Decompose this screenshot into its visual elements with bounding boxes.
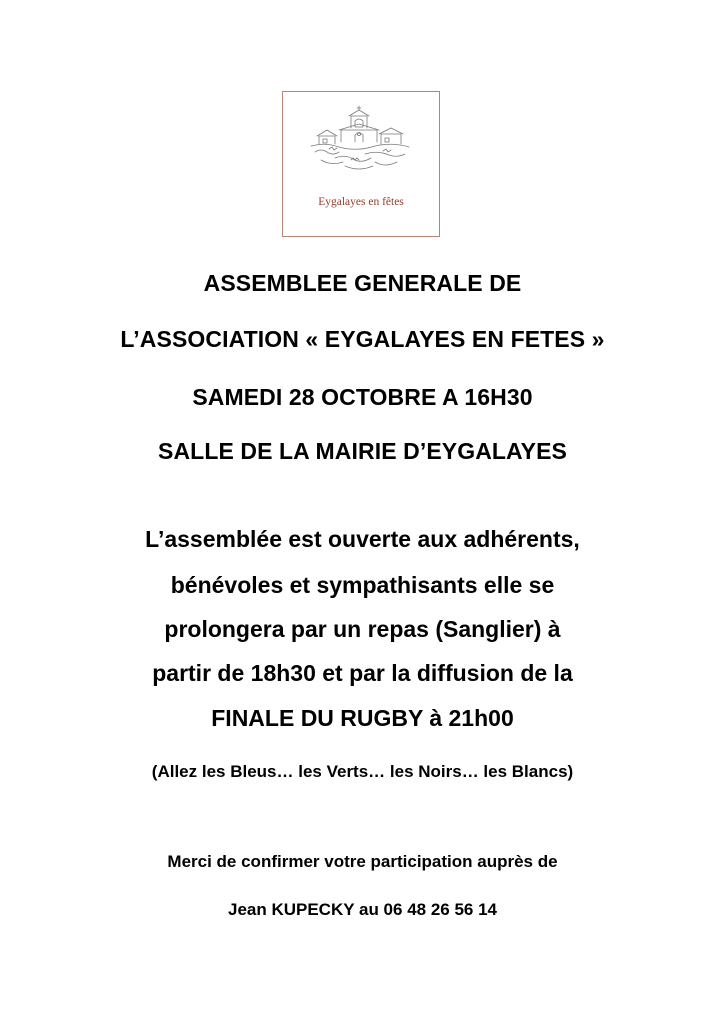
heading-line-4: SALLE DE LA MAIRIE D’EYGALAYES (158, 438, 567, 464)
heading-line-1: ASSEMBLEE GENERALE DE (203, 270, 522, 296)
logo-caption: Eygalayes en fêtes (318, 196, 404, 208)
contact-line-2: Jean KUPECKY au 06 48 26 56 14 (227, 900, 497, 919)
body-line-5: FINALE DU RUGBY à 21h00 (211, 705, 514, 731)
body-line-3: prolongera par un repas (Sanglier) à (164, 616, 561, 642)
body-line-2: bénévoles et sympathisants elle se (170, 572, 555, 598)
body-line-1: L’assemblée est ouverte aux adhérents, (145, 526, 580, 552)
cheer-note: (Allez les Bleus… les Verts… les Noirs… les Blancs) (151, 762, 574, 781)
heading-line-2: L’ASSOCIATION « EYGALAYES EN FETES » (120, 326, 605, 352)
association-logo (282, 91, 440, 237)
village-church-sketch-icon (305, 102, 417, 194)
heading-line-3: SAMEDI 28 OCTOBRE A 16H30 (192, 384, 533, 410)
contact-line-1: Merci de confirmer votre participation auprès de (167, 852, 558, 871)
body-line-4: partir de 18h30 et par la diffusion de la (152, 660, 573, 686)
